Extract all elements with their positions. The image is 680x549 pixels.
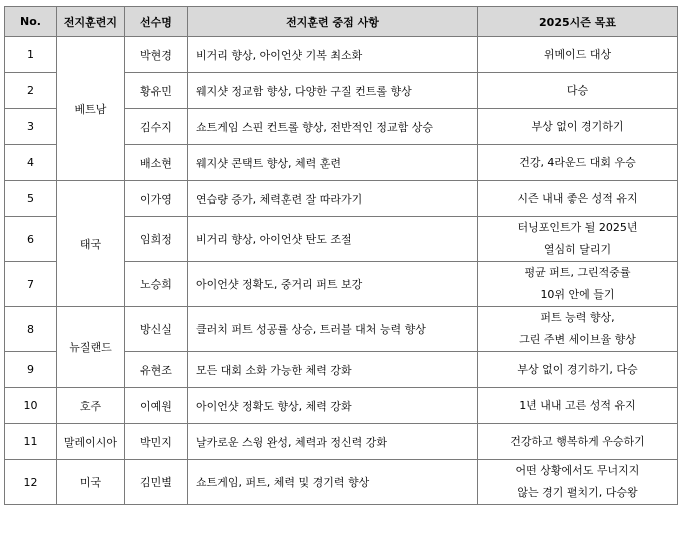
player-name: 노승희 <box>125 262 188 307</box>
table-row <box>5 388 678 424</box>
player-name: 박민지 <box>125 424 188 460</box>
table-row <box>5 37 678 73</box>
camp-vietnam: 베트남 <box>57 37 125 181</box>
player-name: 박현경 <box>125 37 188 73</box>
camp-australia: 호주 <box>57 388 125 424</box>
row-no: 7 <box>5 262 57 307</box>
training-focus: 클러치 퍼트 성공률 상승, 트러블 대처 능력 향상 <box>188 307 478 352</box>
row-no: 12 <box>5 460 57 505</box>
row-no: 1 <box>5 37 57 73</box>
season-goal <box>478 217 678 262</box>
training-focus: 모든 대회 소화 가능한 체력 강화 <box>188 352 478 388</box>
player-name: 방신실 <box>125 307 188 352</box>
table-row <box>5 181 678 217</box>
camp-newzealand: 뉴질랜드 <box>57 307 125 388</box>
row-no: 10 <box>5 388 57 424</box>
goal-line: 부상 없이 경기하기 <box>531 119 624 133</box>
row-no: 3 <box>5 109 57 145</box>
player-name: 김수지 <box>125 109 188 145</box>
row-no: 2 <box>5 73 57 109</box>
season-goal <box>478 424 678 460</box>
row-no: 9 <box>5 352 57 388</box>
training-focus: 아이언샷 정확도, 중거리 퍼트 보강 <box>188 262 478 307</box>
header-goal: 2025시즌 목표 <box>478 7 678 37</box>
header-camp: 전지훈련지 <box>57 7 125 37</box>
player-name: 이가영 <box>125 181 188 217</box>
header-no: No. <box>5 7 57 37</box>
table-row <box>5 307 678 352</box>
header-focus: 전지훈련 중점 사항 <box>188 7 478 37</box>
training-focus: 연습량 증가, 체력훈련 잘 따라가기 <box>188 181 478 217</box>
camp-malaysia: 말레이시아 <box>57 424 125 460</box>
player-name: 김민별 <box>125 460 188 505</box>
training-camp-table <box>4 6 678 505</box>
season-goal <box>478 262 678 307</box>
season-goal <box>478 145 678 181</box>
row-no: 11 <box>5 424 57 460</box>
goal-line: 부상 없이 경기하기, 다승 <box>517 362 638 376</box>
camp-thailand: 태국 <box>57 181 125 307</box>
training-focus: 비거리 향상, 아이언샷 탄도 조절 <box>188 217 478 262</box>
goal-line: 어떤 상황에서도 무너지지 <box>515 464 640 477</box>
goal-line: 건강, 4라운드 대회 우승 <box>519 155 636 169</box>
goal-line: 다승 <box>566 83 589 97</box>
goal-line: 시즌 내내 좋은 성적 유지 <box>517 191 638 205</box>
header-row <box>5 7 678 37</box>
season-goal <box>478 460 678 505</box>
player-name: 이예원 <box>125 388 188 424</box>
player-name: 임희정 <box>125 217 188 262</box>
row-no: 5 <box>5 181 57 217</box>
goal-line: 터닝포인트가 될 2025년 <box>517 221 638 234</box>
header-player: 선수명 <box>125 7 188 37</box>
season-goal <box>478 388 678 424</box>
season-goal <box>478 352 678 388</box>
training-focus: 아이언샷 정확도 향상, 체력 강화 <box>188 388 478 424</box>
goal-line: 않는 경기 펼치기, 다승왕 <box>517 486 638 499</box>
season-goal <box>478 73 678 109</box>
training-focus: 쇼트게임 스핀 컨트롤 향상, 전반적인 정교함 상승 <box>188 109 478 145</box>
goal-line: 10위 안에 들기 <box>540 288 615 301</box>
season-goal <box>478 37 678 73</box>
goal-line: 열심히 달리기 <box>543 243 612 256</box>
training-focus: 웨지샷 정교함 향상, 다양한 구질 컨트롤 향상 <box>188 73 478 109</box>
table-row <box>5 460 678 505</box>
season-goal <box>478 181 678 217</box>
training-focus: 웨지샷 콘택트 향상, 체력 훈련 <box>188 145 478 181</box>
goal-line: 그린 주변 세이브율 향상 <box>519 333 636 346</box>
training-focus: 날카로운 스윙 완성, 체력과 정신력 강화 <box>188 424 478 460</box>
row-no: 4 <box>5 145 57 181</box>
player-name: 유현조 <box>125 352 188 388</box>
season-goal <box>478 307 678 352</box>
goal-line: 퍼트 능력 향상, <box>540 311 615 324</box>
goal-line: 평균 퍼트, 그린적중률 <box>524 266 631 279</box>
goal-line: 1년 내내 고른 성적 유지 <box>519 398 636 412</box>
table-row <box>5 424 678 460</box>
training-focus: 비거리 향상, 아이언샷 기복 최소화 <box>188 37 478 73</box>
player-name: 배소현 <box>125 145 188 181</box>
row-no: 6 <box>5 217 57 262</box>
training-focus: 쇼트게임, 퍼트, 체력 및 경기력 향상 <box>188 460 478 505</box>
camp-usa: 미국 <box>57 460 125 505</box>
goal-line: 위메이드 대상 <box>543 47 612 61</box>
row-no: 8 <box>5 307 57 352</box>
player-name: 황유민 <box>125 73 188 109</box>
goal-line: 건강하고 행복하게 우승하기 <box>510 434 645 448</box>
season-goal <box>478 109 678 145</box>
